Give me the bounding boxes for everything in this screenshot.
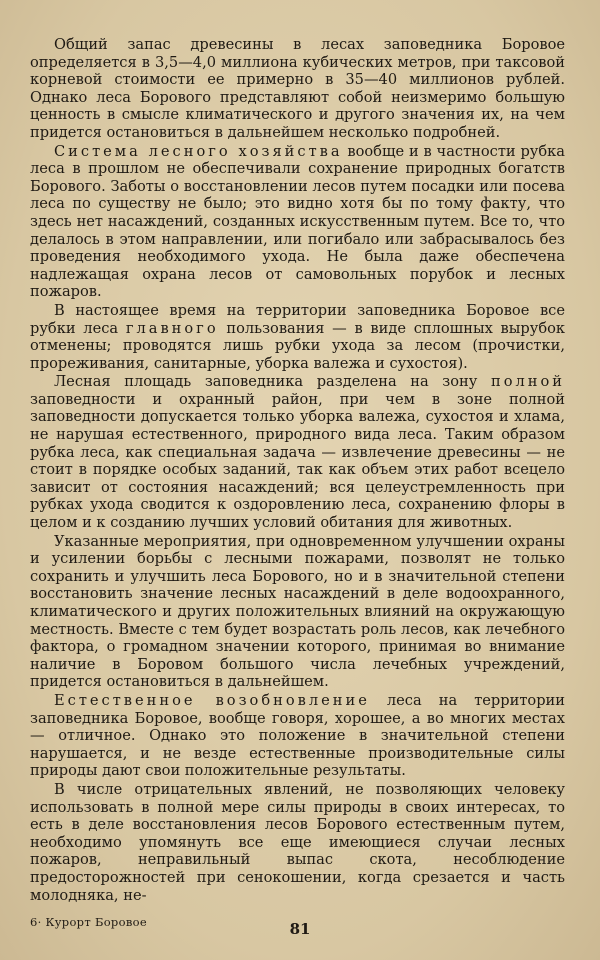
printer-signature: 6· Курорт Боровое <box>30 915 147 929</box>
paragraph: Система лесного хозяйства вообще и в частности рубка леса в прошлом не обеспечивали сохранение природных богатств Борового. Заботы о восстановлении лесов путем посадки или посева леса по существу не было; это видно хотя бы по тому факту, что здесь нет насаждений, созданных искусственным путем. Все то, что делалось в этом направлении, или погибало или забрасывалось без проведения необходимого ухода. Не была даже обеспечена надлежащая охрана лесов от самовольных порубок и лесных пожаров. <box>30 142 565 301</box>
paragraph: Указанные мероприятия, при одновременном улучшении охраны и усилении борьбы с лесными пожарами, позволят не только сохранить и улучшить леса Борового, но и в значительной степени восстановить значение лесных насаждений в деле водоохранного, климатического и других положительных влияний на окружающую местность. Вместе с тем будет возрастать роль лесов, как лечебного фактора, о громадном значении которого, принимая во внимание наличие в Боровом большого числа лечебных учреждений, придется остановиться в дальнейшем. <box>30 532 565 691</box>
paragraph: Общий запас древесины в лесах заповедника Боровое определяется в 3,5—4,0 миллиона кубических метров, при таксовой корневой стоимости ее примерно в 35—40 миллионов рублей. Однако леса Борового представляют собой неизмеримо большую ценность в смысле климатического и другого значения их, на чем придется остановиться в дальнейшем несколько подробней. <box>30 36 565 141</box>
page-number: 81 <box>289 920 311 938</box>
body-text <box>30 36 565 905</box>
paragraph: Естественное возобновление леса на территории заповедника Боровое, вообще говоря, хорошее, а во многих местах — отличное. Однако это положение в значительной степени нарушается, и не везде естественные производительные силы природы дают свои положительные результаты. <box>30 691 565 780</box>
paragraph: В числе отрицательных явлений, не позволяющих человеку использовать в полной мере силы природы в своих интересах, то есть в деле восстановления лесов Борового естественным путем, необходимо упомянуть все еще имеющиеся случаи лесных пожаров, неправильный выпас скота, несоблюдение предосторожностей при сенокошении, когда срезается и часть молодняка, не- <box>30 780 565 904</box>
paragraph: В настоящее время на территории заповедника Боровое все рубки леса главного пользования — в виде сплошных вырубок отменены; проводятся лишь рубки ухода за лесом (прочистки, прореживания, санитарные, уборка валежа и сухостоя). <box>30 301 566 372</box>
paragraph: Лесная площадь заповедника разделена на зону полной заповедности и охранный район, при чем в зоне полной заповедности допускается только уборка валежа, сухостоя и хлама, не нарушая естественного, природного вида леса. Таким образом рубка леса, как специальная задача — извлечение древесины — не стоит в порядке особых заданий, так как объем этих работ всецело зависит от состояния насаждений; вся целеустремленность при рубках ухода сводится к оздоровлению леса, сохранению флоры в целом и к созданию лучших условий обитания для животных. <box>30 373 565 532</box>
